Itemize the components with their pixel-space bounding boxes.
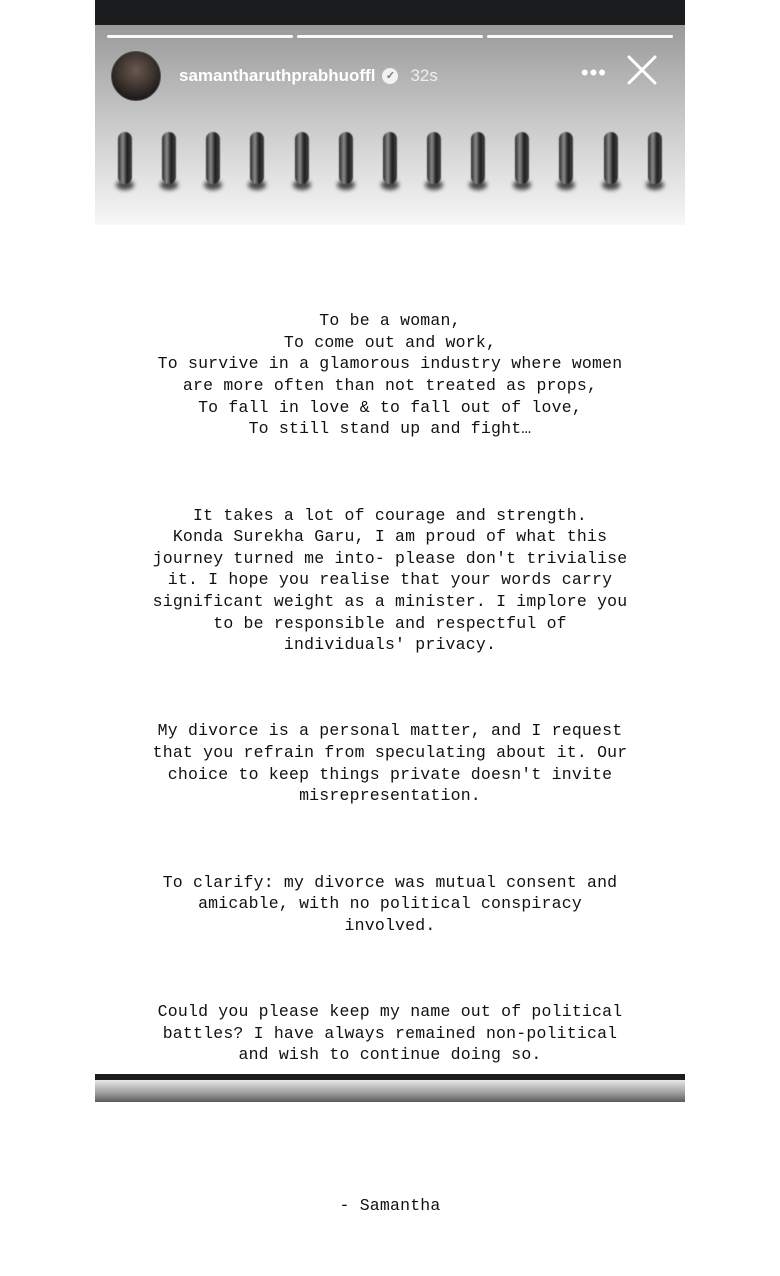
spiral-ring — [466, 130, 490, 192]
paragraph: To be a woman, To come out and work, To survive in a glamorous industry where women are more often than not treated as props, To fall in love & to fall out of love, To still stand up and fight… — [157, 311, 623, 439]
story-footer-bar — [95, 1080, 685, 1102]
progress-segment — [487, 35, 673, 38]
spiral-ring — [290, 130, 314, 192]
check-badge-icon: ✓ — [382, 68, 398, 84]
spiral-ring — [554, 130, 578, 192]
paragraph: It takes a lot of courage and strength. Konda Surekha Garu, I am proud of what this journey turned me into- please don't trivialise it. I hope you realise that your words carry significant weight as a minister. I implore you to be responsible and respectful of individuals' privacy. — [152, 505, 628, 655]
paragraph: To clarify: my divorce was mutual consent and amicable, with no political conspiracy involved. — [162, 872, 618, 935]
story-header — [111, 51, 673, 101]
spiral-ring — [643, 130, 667, 192]
spiral-ring — [378, 130, 402, 192]
spiral-ring — [157, 130, 181, 192]
close-icon[interactable] — [625, 53, 659, 87]
spiral-ring — [334, 130, 358, 192]
spiral-ring — [422, 130, 446, 192]
username[interactable]: samantharuthprabhuoffl — [179, 66, 376, 85]
ellipsis-icon[interactable]: ••• — [580, 60, 607, 85]
avatar[interactable] — [111, 51, 161, 101]
paragraph: My divorce is a personal matter, and I request that you refrain from speculating about it. Our choice to keep things private doesn't invite misrepresentation. — [152, 721, 628, 806]
progress-segment — [297, 35, 483, 38]
progress-segment — [107, 35, 293, 38]
story-progress-bar — [107, 35, 673, 38]
notebook-spiral-binding — [95, 130, 685, 198]
spiral-ring — [599, 130, 623, 192]
spiral-ring — [113, 130, 137, 192]
signature: - Samantha — [339, 1195, 441, 1215]
paragraph: Could you please keep my name out of political battles? I have always remained non-political and wish to continue doing so. — [157, 1002, 623, 1065]
post-time: 32s — [410, 66, 438, 85]
bottom-strip — [95, 1074, 685, 1080]
statement-text — [95, 267, 685, 1276]
story-viewer[interactable] — [95, 25, 685, 1215]
spiral-ring — [201, 130, 225, 192]
phone-frame — [95, 0, 685, 1215]
spiral-ring — [510, 130, 534, 192]
spiral-ring — [245, 130, 269, 192]
